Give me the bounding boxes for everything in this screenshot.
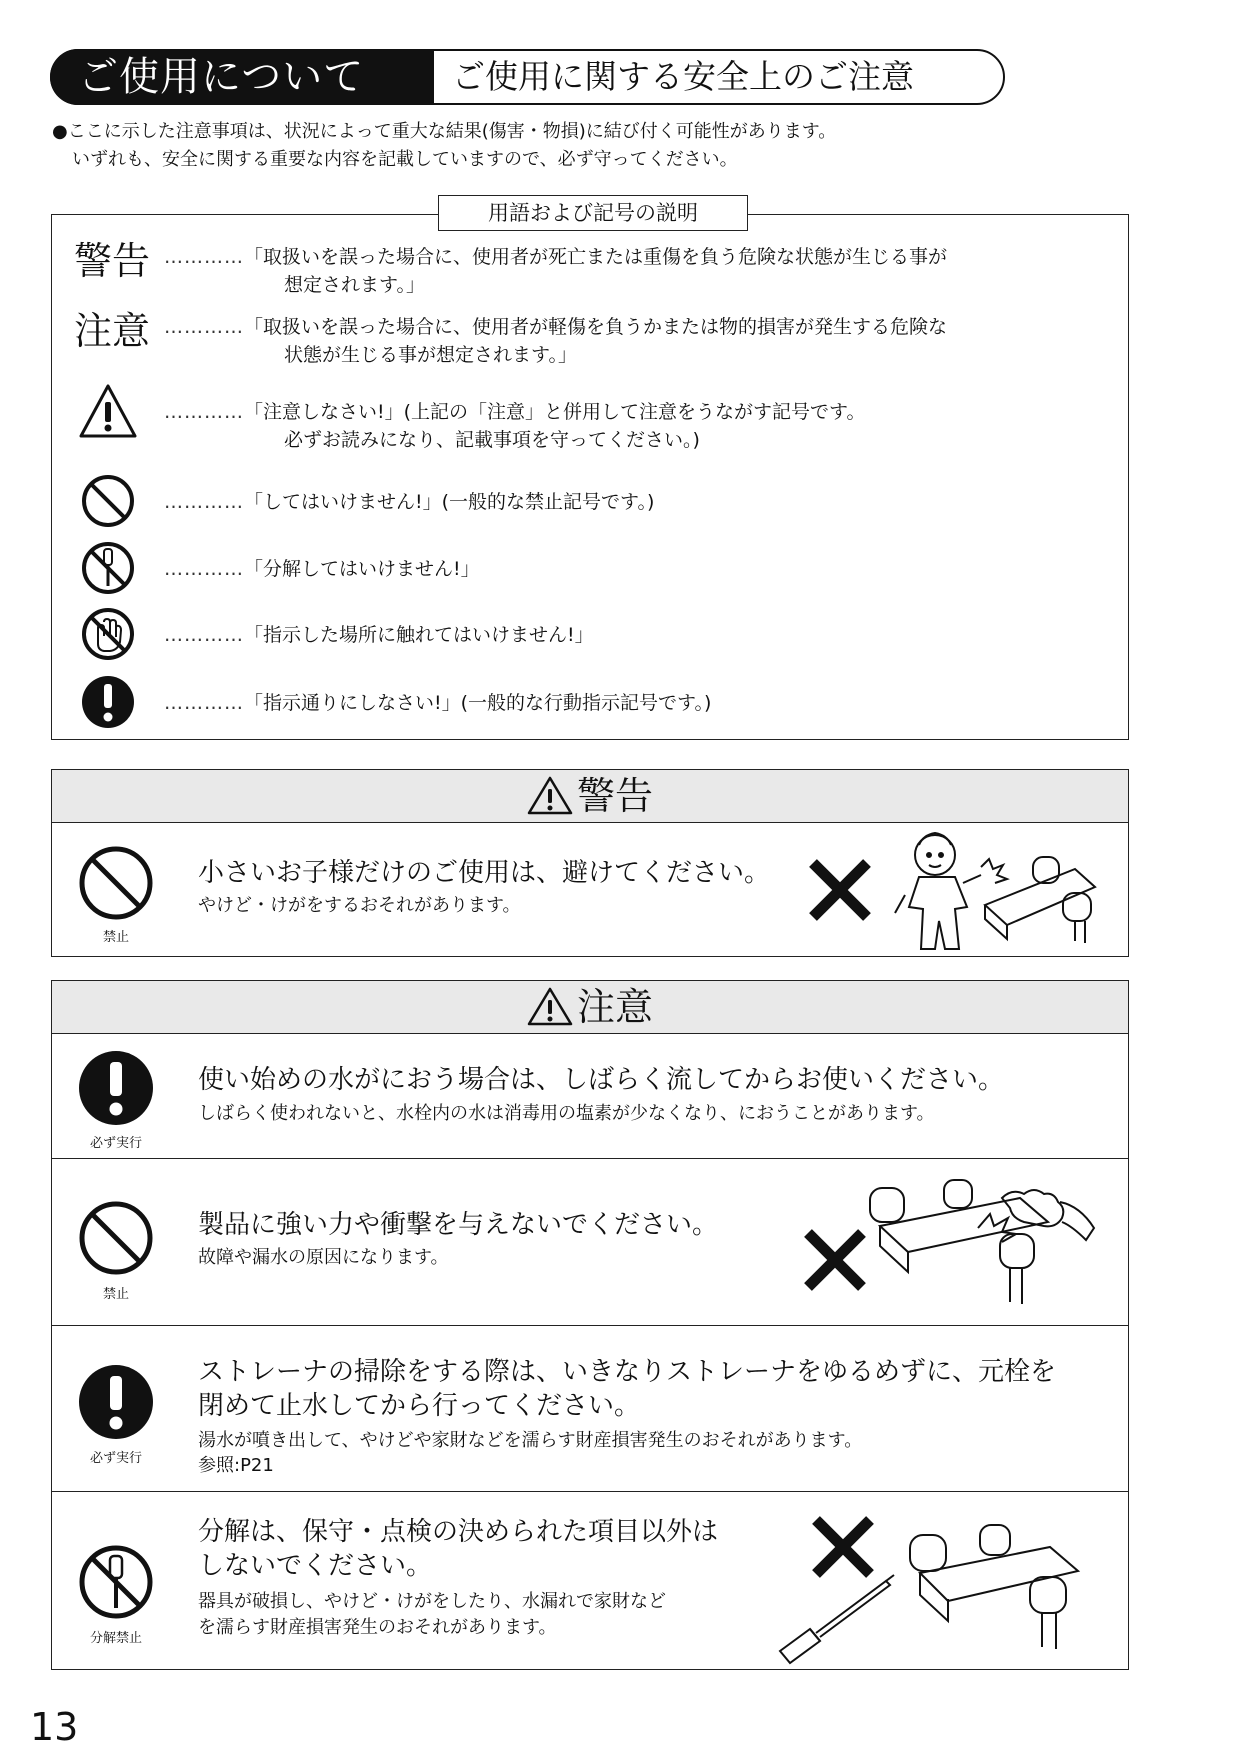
leader-dots: ………… [164,246,244,268]
row-divider [52,1491,1128,1492]
leader-dots: ………… [164,316,244,338]
legend-attention-line-2: 必ずお読みになり、記載事項を守ってください。) [284,429,700,451]
item-title-line-1: 分解は、保守・点検の決められた項目以外は [198,1517,719,1547]
legend-mandatory-label: 「指示通りにしなさい!」(一般的な行動指示記号です。) [244,692,712,714]
no-touch-icon [80,606,136,662]
leader-dots: ………… [164,491,244,513]
prohibition-icon [76,843,156,923]
no-disassembly-icon [80,540,136,596]
legend-caution-text [164,313,947,369]
item-title-line-1: ストレーナの掃除をする際は、いきなりストレーナをゆるめずに、元栓を [198,1357,1057,1387]
intro-line-1: ●ここに示した注意事項は、状況によって重大な結果(傷害・物損)に結び付く可能性があります。 [52,121,837,142]
intro-text [52,118,836,174]
warning-panel-header [52,770,1128,823]
legend-warning-line-1: 「取扱いを誤った場合に、使用者が死亡または重傷を負う危険な状態が生じる事が [244,246,948,268]
legend-prohibit-text [164,488,654,516]
prohibition-icon [76,1198,156,1278]
cross-mark-icon [805,855,875,925]
warning-triangle-icon [78,382,138,442]
legend-notouch-label: 「指示した場所に触れてはいけません!」 [244,624,594,646]
icon-caption: 必ず実行 [89,1451,142,1466]
legend-warning-word: 警告 [74,239,151,283]
row-divider [52,1158,1128,1159]
legend-notouch-text [164,621,594,649]
legend-title: 用語および記号の説明 [438,195,748,231]
legend-caution-line-2: 状態が生じる事が想定されます。」 [284,344,577,366]
caution-panel-title: 注意 [576,985,653,1029]
legend-disassembly-label: 「分解してはいけません!」 [244,558,480,580]
item-description-line-1: 湯水が噴き出して、やけどや家財などを濡らす財産損害発生のおそれがあります。 [198,1430,863,1451]
warning-triangle-icon [527,986,573,1026]
leader-dots: ………… [164,401,244,423]
prohibition-icon [80,473,136,529]
mandatory-action-icon [76,1362,156,1442]
item-description: しばらく使われないと、水栓内の水は消毒用の塩素が少なくなり、におうことがあります。 [198,1103,935,1124]
caution-panel-header [52,981,1128,1034]
icon-caption: 禁止 [102,1287,129,1302]
item-title-line-2: 閉めて止水してから行ってください。 [198,1391,641,1421]
item-description: 故障や漏水の原因になります。 [198,1247,449,1268]
warning-panel-title: 警告 [576,774,653,818]
mandatory-action-icon [76,1048,156,1128]
leader-dots: ………… [164,624,244,646]
section-title: ご使用について [50,49,434,105]
screwdriver-faucet-illustration [770,1515,1100,1665]
no-disassembly-icon [76,1542,156,1622]
mandatory-action-icon [80,674,136,730]
legend-disassembly-text [164,555,480,583]
fist-faucet-illustration [860,1178,1100,1316]
legend-attention-line-1: 「注意しなさい!」(上記の「注意」と併用して注意をうながす記号です。 [244,401,866,423]
legend-prohibit-label: 「してはいけません!」(一般的な禁止記号です。) [244,491,655,513]
row-divider [52,1325,1128,1326]
icon-caption: 分解禁止 [89,1631,142,1646]
leader-dots: ………… [164,692,244,714]
legend-attention-text [164,398,866,454]
icon-caption: 必ず実行 [89,1136,142,1151]
item-description-line-2: を濡らす財産損害発生のおそれがあります。 [198,1617,557,1638]
legend-caution-line-1: 「取扱いを誤った場合に、使用者が軽傷を負うかまたは物的損害が発生する危険な [244,316,948,338]
item-description: やけど・けがをするおそれがあります。 [198,895,521,916]
item-title: 小さいお子様だけのご使用は、避けてください。 [198,858,771,888]
page-title: ご使用に関する安全上のご注意 [452,57,914,96]
intro-line-2: いずれも、安全に関する重要な内容を記載していますので、必ず守ってください。 [72,149,738,170]
warning-triangle-icon [527,775,573,815]
child-faucet-illustration [885,825,1110,955]
item-title: 製品に強い力や衝撃を与えないでください。 [198,1210,719,1240]
page-number: 13 [30,1705,79,1749]
legend-warning-text [164,243,947,299]
legend-mandatory-text [164,689,711,717]
item-title-line-2: しないでください。 [198,1551,433,1581]
item-reference: 参照:P21 [198,1455,274,1476]
item-description-line-1: 器具が破損し、やけど・けがをしたり、水漏れで家財など [198,1591,666,1612]
item-title: 使い始めの水がにおう場合は、しばらく流してからお使いください。 [198,1065,1005,1095]
icon-caption: 禁止 [102,930,129,945]
legend-caution-word: 注意 [74,309,151,353]
leader-dots: ………… [164,558,244,580]
legend-warning-line-2: 想定されます。」 [284,274,425,296]
